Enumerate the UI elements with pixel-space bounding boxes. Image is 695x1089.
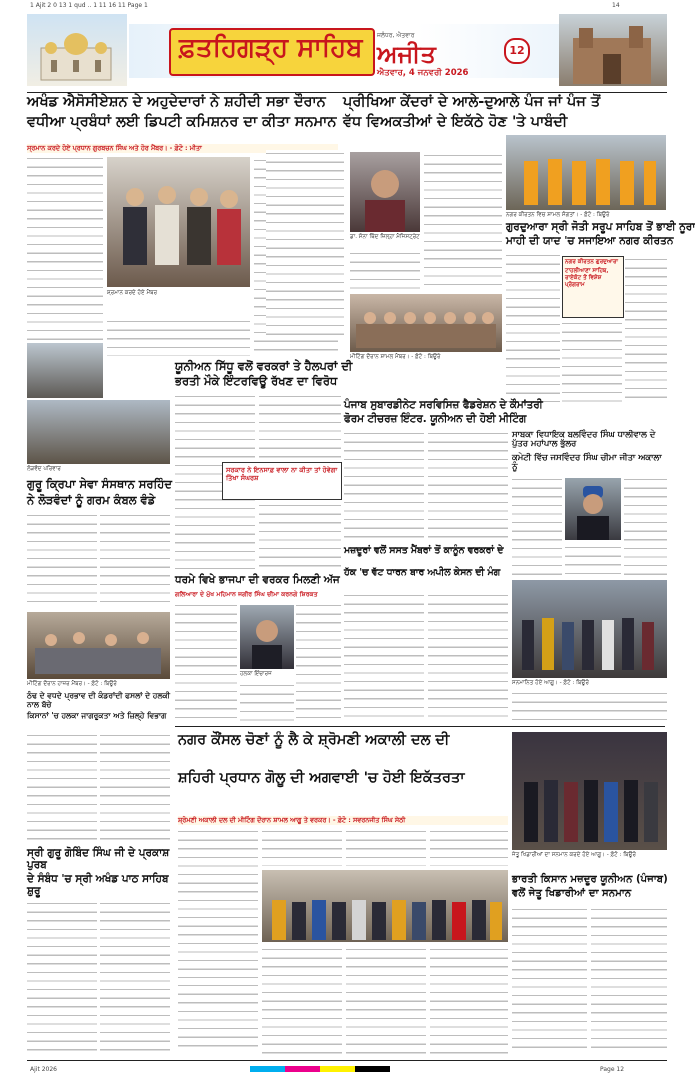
body-a12-col1 <box>512 906 587 1054</box>
caption-a1: ਸ਼੍ਰਮਾਨ ਕਰਦੇ ਹੋਏ ਮੈਂਬਰ <box>107 290 158 296</box>
portrait-a9 <box>565 478 621 540</box>
print-slug-right: 14 <box>612 2 620 9</box>
strip-a1: ਸ੍ਰਮਾਨ ਕਰਦੇ ਹੋਏ ਪ੍ਰਧਾਨ ਗੁਰਬਚਨ ਸਿੰਘ ਅਤੇ ਹੋਰ ਮੈਂਬਰ। - ਫ਼ੋਟੋ : ਮੀਤਾ <box>27 144 338 153</box>
headline-a12-line2: ਵਲੋਂ ਜੇਤੂ ਖਿਡਾਰੀਆਂ ਦਾ ਸਨਮਾਨ <box>512 888 632 899</box>
body-a10-col2 <box>100 732 170 842</box>
notice-box-a3 <box>562 256 624 318</box>
headline-a7: ਧਰਮੇ ਵਿਖੇ ਭਾਜਪਾ ਦੀ ਵਰਕਰ ਮਿਲਣੀ ਅੱਜ <box>175 574 340 586</box>
headline-a11-line1: ਨਗਰ ਕੌਂਸਲ ਚੋਣਾਂ ਨੂੰ ਲੈ ਕੇ ਸ਼੍ਰੋਮਣੀ ਅਕਾਲੀ ਦਲ ਦੀ <box>178 732 450 748</box>
caption-a9: ਸਨਮਾਨਿਤ ਹੋਏ ਆਗੂ। - ਫ਼ੋਟੋ : ਬਿਊਰੋ <box>512 680 589 686</box>
photo-a6-top <box>27 400 170 464</box>
photo-a10 <box>27 612 170 679</box>
masthead-photo-left <box>27 14 127 86</box>
team-photo-icon-a12 <box>512 732 667 850</box>
portrait-a7 <box>240 605 294 669</box>
caption-a10: ਮੀਟਿੰਗ ਦੌਰਾਨ ਹਾਜ਼ਰ ਮੈਂਬਰ। - ਫ਼ੋਟੋ : ਬਿਊਰੋ <box>27 681 117 687</box>
quote-box-a4 <box>222 462 342 500</box>
body-a3-col1 <box>506 252 560 402</box>
body-a8-col2 <box>428 592 508 722</box>
headline-a2-line1: ਪ੍ਰੀਖਿਆ ਕੇਂਦਰਾਂ ਦੇ ਆਲੇ-ਦੁਆਲੇ ਪੰਜ ਜਾਂ ਪੰਜ ਤੋਂ <box>343 94 601 110</box>
fort-illustration-icon <box>559 14 667 86</box>
masthead-title: ਫ਼ਤਹਿਗੜ੍ਹ ਸਾਹਿਬ <box>179 33 363 63</box>
strip-a11: ਸ਼੍ਰੋਮਣੀ ਅਕਾਲੀ ਦਲ ਦੀ ਮੀਟਿੰਗ ਦੌਰਾਨ ਸ਼ਾਮਲ ਆਗੂ ਤੇ ਵਰਕਰ। - ਫ਼ੋਟੋ : ਸਵਰਨਜੀਤ ਸਿੰਘ ਸੇਠੀ <box>178 816 508 825</box>
headline-a1-line1: ਅਖੰਡ ਐਸੋਸੀਏਸ਼ਨ ਦੇ ਅਹੁਦੇਦਾਰਾਂ ਨੇ ਸ਼ਹੀਦੀ ਸਭਾ ਦੌਰਾਨ <box>27 94 326 110</box>
caption-a2-portrait: ਡਾ. ਸੋਨਾ ਥਿੰਦ ਜ਼ਿਲ੍ਹਾ ਮੈਜਿਸਟ੍ਰੇਟ <box>350 234 420 240</box>
print-slug: 1 Ajit 2 0 13 1 qud .. 1 11 16 11 Page 1 <box>30 2 148 9</box>
body-a12-col2 <box>591 906 667 1054</box>
masthead <box>27 14 667 86</box>
headline-a5-line2: ਫੋਰਮ ਟੀਚਰਜ਼ ਇੰਟਰ. ਯੂਨੀਅਨ ਦੀ ਹੋਈ ਮੀਟਿੰਗ <box>344 413 527 425</box>
headline-a11-line2: ਸ਼ਹਿਰੀ ਪ੍ਰਧਾਨ ਗੋਲੂ ਦੀ ਅਗਵਾਈ 'ਚ ਹੋਈ ਇਕੱਤਰਤਾ <box>178 770 465 786</box>
body-a11-col4 <box>430 828 508 866</box>
photo-a2 <box>350 294 502 352</box>
footer-right: Page 12 <box>600 1066 625 1073</box>
body-a13-col2 <box>100 900 170 1054</box>
notice-line1: ਨਗਰ ਕੀਰਤਨ ਗੁਰਦੁਆਰਾ <box>565 259 619 265</box>
page-number: 12 <box>504 38 530 64</box>
headline-a13-line1: ਸ੍ਰੀ ਗੁਰੂ ਗੋਬਿੰਦ ਸਿੰਘ ਜੀ ਦੇ ਪ੍ਰਕਾਸ਼ ਪੁਰਬ <box>27 847 170 871</box>
headline-a4-line2: ਭਰਤੀ ਮੌਕੇ ਇੰਟਰਵਿਊ ਰੱਖਣ ਦਾ ਵਿਰੋਧ <box>175 374 338 388</box>
headline-a13-line2: ਦੇ ਸੰਬੰਧ 'ਚ ਸ੍ਰੀ ਅਖੰਡ ਪਾਠ ਸਾਹਿਬ ਸ਼ੁਰੂ <box>27 873 169 897</box>
headline-a10-line2: ਕਿਸਾਨਾਂ 'ਚ ਹਲਕਾ ਜਾਗਰੂਕਤਾ ਅਤੇ ਜ਼ਿਲ੍ਹੇ ਵਿਭਾਗ <box>27 711 167 720</box>
body-a13-col1 <box>27 900 97 1054</box>
portrait-icon-a9 <box>565 478 621 540</box>
headline-a8-line1: ਮਜ਼ਦੂਰਾਂ ਵਲੋਂ ਸਸਤ ਮੈਂਬਰਾਂ ਤੋਂ ਕਾਨੂੰਨ ਵਰਕਰਾਂ ਦੇ <box>344 545 504 556</box>
photo-a9 <box>512 580 667 678</box>
body-a9-col3 <box>624 476 667 576</box>
group-photo-icon-a9 <box>512 580 667 678</box>
body-a3-col3 <box>625 256 667 402</box>
portrait-icon <box>350 152 420 232</box>
procession-photo-icon <box>506 135 666 210</box>
headline-a4-line1: ਯੂਨੀਅਨ ਸਿੱਧੂ ਵਲੋਂ ਵਰਕਰਾਂ ਤੇ ਹੈਲਪਰਾਂ ਦੀ <box>175 359 353 373</box>
meeting-photo-icon-a10 <box>27 612 170 679</box>
notice-line2: ਟਾਹਲੀਆਣਾ ਸਾਹਿਬ, <box>565 268 609 274</box>
portrait-icon-a7 <box>240 605 294 669</box>
photo-a11 <box>262 870 508 942</box>
headline-a6-line1: ਗੁਰੂ ਕ੍ਰਿਪਾ ਸੇਵਾ ਸੰਸਥਾਨ ਸਰਹਿੰਦ <box>27 477 172 491</box>
quote-a4: ਸਰਕਾਰ ਨੇ ਇਨਸਾਫ਼ ਵਾਲਾ ਨਾ ਕੀਤਾ ਤਾਂ ਹੋਵੇਗਾ ਤਿੱਖਾ ਸੰਘਰਸ਼ <box>226 466 338 483</box>
body-a2-col1 <box>266 150 344 340</box>
headline-a10-line1: ਠੰਢ ਦੇ ਵਧਦੇ ਪ੍ਰਭਾਵ ਦੀ ਕੰਡਰਾਂਦੀ ਫਸਲਾਂ ਦੇ ਹਲਕੀ ਨਾਲ ਬੱਚੇ <box>27 691 171 709</box>
masthead-date: ਐਤਵਾਰ, 4 ਜਨਵਰੀ 2026 <box>377 67 469 78</box>
body-a6-col1 <box>27 512 97 607</box>
body-a5-col2 <box>428 430 508 542</box>
subhead-a7: ਗਲਿਆਰਾ ਦੇ ਮੁੱਖ ਮਹਿਮਾਨ ਜਗੀਰ ਸਿੰਘ ਚੀਮਾ ਕਰਨਗੇ ਸ਼ਿਰਕਤ <box>175 591 318 598</box>
headline-a6-line2: ਨੇ ਲੋੜਵੰਦਾਂ ਨੂੰ ਗਰਮ ਕੰਬਲ ਵੰਡੇ <box>27 493 156 507</box>
footer-left: Ajit 2026 <box>30 1066 57 1073</box>
caption-a2-photo: ਮੀਟਿੰਗ ਦੌਰਾਨ ਸ਼ਾਮਲ ਮੈਂਬਰ। - ਫ਼ੋਟੋ : ਬਿਊਰੋ <box>350 354 441 360</box>
headline-a5-line1: ਪੰਜਾਬ ਸੁਬਾਰਡੀਨੇਟ ਸਰਵਿਸਿਜ਼ ਫੈਡਰੇਸ਼ਨ ਦੇ ਕੌਮਾਂਤਰੀ <box>344 399 543 411</box>
headline-a8-line2: ਹੱਕ 'ਚ ਵੱਟ ਧਾਰਨ ਬਾਰ ਅਪੀਲ ਕੇਸਨ ਦੀ ਮੰਗ <box>344 567 501 578</box>
body-a7-col3 <box>296 602 341 722</box>
group-photo-icon <box>107 157 250 287</box>
crowd-photo-icon-a11 <box>262 870 508 942</box>
headline-a3-line1: ਗੁਰਦੁਆਰਾ ਸ੍ਰੀ ਜੋਤੀ ਸਰੂਪ ਸਾਹਿਬ ਤੋਂ ਭਾਈ ਨੂਰਾ <box>506 221 695 233</box>
photo-a3 <box>506 135 666 210</box>
body-a11-col3 <box>346 828 426 866</box>
masthead-photo-right <box>559 14 667 86</box>
photo-a1-small <box>27 343 103 398</box>
body-a10-col1 <box>27 732 97 842</box>
meeting-photo-icon <box>350 294 502 352</box>
caption-a7: ਹਲਕਾ ਇੰਚਾਰਜ <box>240 671 272 677</box>
caption-a3: ਨਗਰ ਕੀਰਤਨ ਵਿਚ ਸ਼ਾਮਲ ਸੰਗਤਾਂ। - ਫ਼ੋਟੋ : ਬਿਊਰੋ <box>506 212 610 218</box>
notice-line3: ਰਾਏਕੋਟ ਤੋਂ ਵਿਸ਼ੇਸ਼ ਪ੍ਰੋਗਰਾਮ <box>565 275 602 288</box>
headline-a1-line2: ਵਧੀਆ ਪ੍ਰਬੰਧਾਂ ਲਈ ਡਿਪਟੀ ਕਮਿਸ਼ਨਰ ਦਾ ਕੀਤਾ ਸਨਮਾਨ <box>27 114 337 130</box>
body-a9-col1 <box>512 476 562 576</box>
photo-a12 <box>512 732 667 850</box>
gurdwara-illustration-icon <box>27 14 127 86</box>
body-a7-col1 <box>175 602 237 722</box>
caption-a12: ਜੇਤੂ ਖਿਡਾਰੀਆਂ ਦਾ ਸਨਮਾਨ ਕਰਦੇ ਹੋਏ ਆਗੂ। - ਫ਼ੋਟੋ : ਬਿਊਰੋ <box>512 852 637 858</box>
body-a5-col1 <box>344 430 424 542</box>
edition-label: ਜਲੰਧਰ, ਐਤਵਾਰ <box>377 32 415 39</box>
body-a11-col1 <box>178 828 258 978</box>
caption-a6-top: ਲੋੜਵੰਦ ਪਰਿਵਾਰ <box>27 466 61 472</box>
color-registration-bar <box>250 1066 390 1072</box>
paper-name: ਅਜੀਤ <box>377 40 436 68</box>
headline-a9-line1: ਸਾਬਕਾ ਵਿਧਾਇਕ ਬਲਵਿੰਦਰ ਸਿੰਘ ਧਾਲੀਵਾਲ ਦੇ ਪੁੱਤਰ ਮਹਾਂਪਾਲ ਭੁੱਲਰ <box>512 429 656 449</box>
body-a1-col1 <box>27 155 103 340</box>
body-a11-col2 <box>262 828 342 866</box>
photo-a1 <box>107 157 250 287</box>
headline-a3-line2: ਮਾਹੀ ਦੀ ਯਾਦ 'ਚ ਸਜਾਇਆ ਨਗਰ ਕੀਰਤਨ <box>506 235 674 247</box>
body-a2-col3 <box>424 152 502 292</box>
headline-a2-line2: ਵੱਧ ਵਿਅਕਤੀਆਂ ਦੇ ਇਕੱਠੇ ਹੋਣ 'ਤੇ ਪਾਬੰਦੀ <box>343 114 568 130</box>
body-a6-col2 <box>100 512 170 607</box>
headline-a12-line1: ਭਾਰਤੀ ਕਿਸਾਨ ਮਜ਼ਦੂਰ ਯੂਨੀਅਨ (ਪੰਜਾਬ) <box>512 874 668 885</box>
title-banner <box>169 28 375 76</box>
headline-a9-line2: ਕਮੇਟੀ ਵਿੱਚ ਜਸਵਿੰਦਰ ਸਿੰਘ ਚੀਮਾ ਜੀਤਾ ਅਕਾਲਾ ਨੂੰ <box>512 452 662 472</box>
body-a4-col2 <box>259 393 341 459</box>
body-a8-col1 <box>344 592 424 722</box>
portrait-a2 <box>350 152 420 232</box>
